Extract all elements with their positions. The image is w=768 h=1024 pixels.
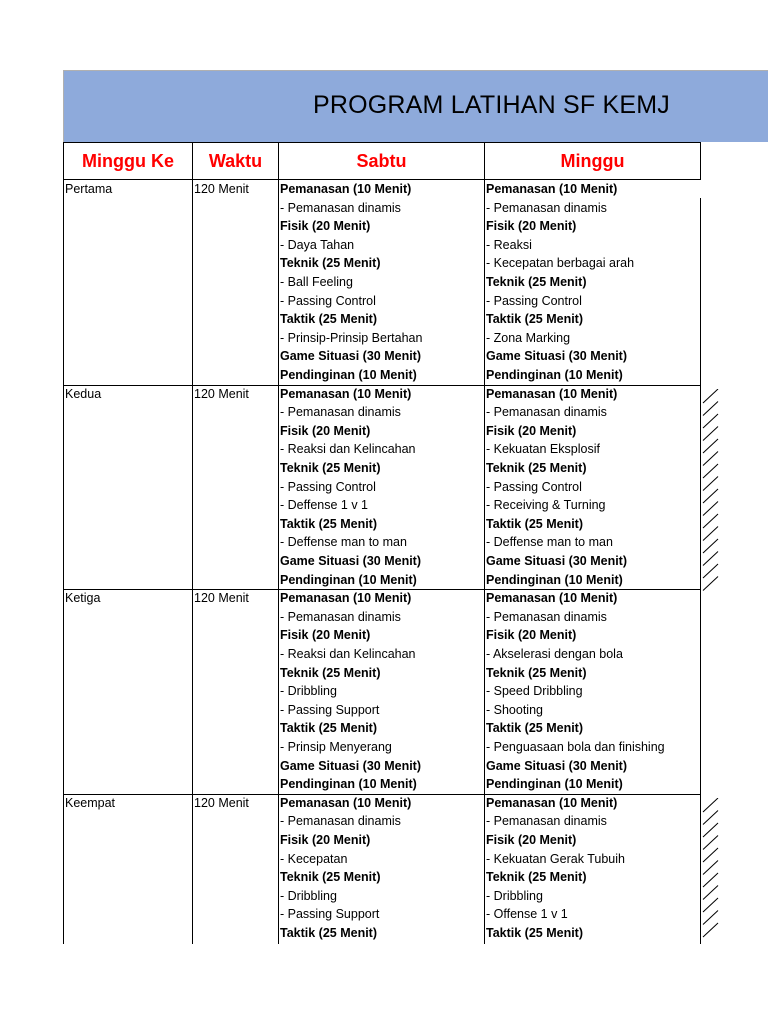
hatch-pattern-icon	[701, 389, 721, 594]
minggu-item: Fisik (20 Menit)	[486, 219, 577, 234]
sabtu-item: Fisik (20 Menit)	[280, 832, 371, 847]
sabtu-item: Teknik (25 Menit)	[280, 870, 381, 885]
sabtu-item: Fisik (20 Menit)	[280, 423, 371, 438]
minggu-item: - Dribbling	[486, 888, 543, 903]
minggu-cell	[486, 180, 634, 385]
minggu-item: Taktik (25 Menit)	[486, 516, 584, 531]
minggu-item: - Pemanasan dinamis	[486, 405, 607, 420]
minggu-cell	[486, 385, 627, 590]
sabtu-item: Game Situasi (30 Menit)	[280, 553, 422, 568]
sabtu-item: - Pemanasan dinamis	[280, 405, 401, 420]
week-duration: 120 Menit	[194, 795, 249, 810]
sabtu-cell	[280, 589, 421, 794]
minggu-item: - Pemanasan dinamis	[486, 609, 607, 624]
minggu-item: Game Situasi (30 Menit)	[486, 349, 628, 364]
header-minggu: Minggu	[484, 142, 701, 180]
minggu-item: - Penguasaan bola dan finishing	[486, 739, 665, 754]
minggu-item: - Deffense man to man	[486, 535, 613, 550]
sabtu-item: - Ball Feeling	[280, 274, 353, 289]
minggu-item: - Kekuatan Eksplosif	[486, 442, 600, 457]
minggu-item: Pemanasan (10 Menit)	[486, 795, 618, 810]
minggu-item: - Pemanasan dinamis	[486, 200, 607, 215]
minggu-item: - Speed Dribbling	[486, 684, 583, 699]
sabtu-item: Fisik (20 Menit)	[280, 628, 371, 643]
sabtu-item: Teknik (25 Menit)	[280, 460, 381, 475]
sabtu-item: - Passing Support	[280, 907, 380, 922]
sabtu-item: - Reaksi dan Kelincahan	[280, 442, 416, 457]
minggu-item: Pendinginan (10 Menit)	[486, 572, 623, 587]
sabtu-item: - Passing Control	[280, 479, 376, 494]
sabtu-item: Game Situasi (30 Menit)	[280, 758, 422, 773]
sabtu-item: Taktik (25 Menit)	[280, 721, 378, 736]
minggu-item: - Passing Control	[486, 479, 582, 494]
week-duration: 120 Menit	[194, 591, 249, 606]
sabtu-item: - Dribbling	[280, 684, 337, 699]
sabtu-cell	[280, 385, 421, 590]
hatch-pattern-icon	[701, 798, 721, 944]
sabtu-item: Taktik (25 Menit)	[280, 312, 378, 327]
minggu-item: Pemanasan (10 Menit)	[486, 182, 618, 196]
minggu-item: - Kekuatan Gerak Tubuih	[486, 851, 625, 866]
sabtu-item: - Deffense man to man	[280, 535, 407, 550]
sabtu-item: Pemanasan (10 Menit)	[280, 795, 412, 810]
title-band	[63, 70, 768, 142]
week-duration: 120 Menit	[194, 182, 249, 196]
minggu-item: Teknik (25 Menit)	[486, 870, 587, 885]
sabtu-item: - Dribbling	[280, 888, 337, 903]
minggu-item: - Offense 1 v 1	[486, 907, 568, 922]
minggu-item: - Reaksi	[486, 237, 532, 252]
sabtu-cell	[280, 794, 411, 943]
minggu-item: Taktik (25 Menit)	[486, 312, 584, 327]
week-name: Pertama	[65, 182, 113, 196]
sabtu-item: - Deffense 1 v 1	[280, 498, 369, 513]
minggu-item: Pemanasan (10 Menit)	[486, 386, 618, 401]
minggu-item: Game Situasi (30 Menit)	[486, 553, 628, 568]
sabtu-item: Fisik (20 Menit)	[280, 219, 371, 234]
sabtu-item: - Passing Control	[280, 293, 376, 308]
sabtu-item: Pemanasan (10 Menit)	[280, 386, 412, 401]
header-waktu: Waktu	[192, 142, 279, 180]
minggu-item: Taktik (25 Menit)	[486, 925, 584, 940]
sabtu-item: - Prinsip-Prinsip Bertahan	[280, 330, 423, 345]
sabtu-item: Teknik (25 Menit)	[280, 665, 381, 680]
table-header	[63, 142, 701, 180]
minggu-item: Pendinginan (10 Menit)	[486, 777, 623, 792]
week-name: Kedua	[65, 386, 102, 401]
sabtu-item: Taktik (25 Menit)	[280, 925, 378, 940]
minggu-item: Teknik (25 Menit)	[486, 460, 587, 475]
sabtu-item: Game Situasi (30 Menit)	[280, 349, 422, 364]
minggu-item: Pendinginan (10 Menit)	[486, 367, 623, 382]
sabtu-item: Pemanasan (10 Menit)	[280, 591, 412, 606]
sabtu-item: Pemanasan (10 Menit)	[280, 182, 412, 196]
minggu-item: Teknik (25 Menit)	[486, 274, 587, 289]
minggu-item: - Akselerasi dengan bola	[486, 646, 623, 661]
grid-vline	[484, 180, 485, 944]
minggu-cell	[486, 589, 665, 794]
minggu-item: - Pemanasan dinamis	[486, 814, 607, 829]
minggu-item: - Shooting	[486, 702, 543, 717]
minggu-item: Taktik (25 Menit)	[486, 721, 584, 736]
header-minggu-ke: Minggu Ke	[63, 142, 193, 180]
sabtu-item: - Pemanasan dinamis	[280, 200, 401, 215]
minggu-cell	[486, 794, 625, 943]
sabtu-cell	[280, 180, 422, 385]
sabtu-item: Teknik (25 Menit)	[280, 256, 381, 271]
week-duration: 120 Menit	[194, 386, 249, 401]
minggu-item: Fisik (20 Menit)	[486, 423, 577, 438]
sabtu-item: Pendinginan (10 Menit)	[280, 777, 417, 792]
grid-vline	[192, 180, 193, 944]
minggu-item: - Kecepatan berbagai arah	[486, 256, 635, 271]
sabtu-item: - Kecepatan	[280, 851, 348, 866]
minggu-item: - Passing Control	[486, 293, 582, 308]
sabtu-item: Taktik (25 Menit)	[280, 516, 378, 531]
schedule-table	[63, 180, 701, 944]
minggu-item: - Zona Marking	[486, 330, 571, 345]
week-name: Keempat	[65, 795, 116, 810]
minggu-item: Game Situasi (30 Menit)	[486, 758, 628, 773]
sabtu-item: - Pemanasan dinamis	[280, 609, 401, 624]
header-sabtu: Sabtu	[278, 142, 485, 180]
sabtu-item: Pendinginan (10 Menit)	[280, 367, 417, 382]
sabtu-item: - Pemanasan dinamis	[280, 814, 401, 829]
minggu-item: Pemanasan (10 Menit)	[486, 591, 618, 606]
minggu-item: Fisik (20 Menit)	[486, 832, 577, 847]
sabtu-item: - Reaksi dan Kelincahan	[280, 646, 416, 661]
sabtu-item: - Daya Tahan	[280, 237, 355, 252]
grid-vline	[278, 180, 279, 944]
minggu-item: Teknik (25 Menit)	[486, 665, 587, 680]
week-name: Ketiga	[65, 591, 101, 606]
page-title: PROGRAM LATIHAN SF KEMJ	[313, 91, 670, 119]
minggu-item: Fisik (20 Menit)	[486, 628, 577, 643]
sabtu-item: Pendinginan (10 Menit)	[280, 572, 417, 587]
sabtu-item: - Prinsip Menyerang	[280, 739, 392, 754]
sabtu-item: - Passing Support	[280, 702, 380, 717]
grid-vline	[63, 180, 64, 944]
minggu-item: - Receiving & Turning	[486, 498, 606, 513]
